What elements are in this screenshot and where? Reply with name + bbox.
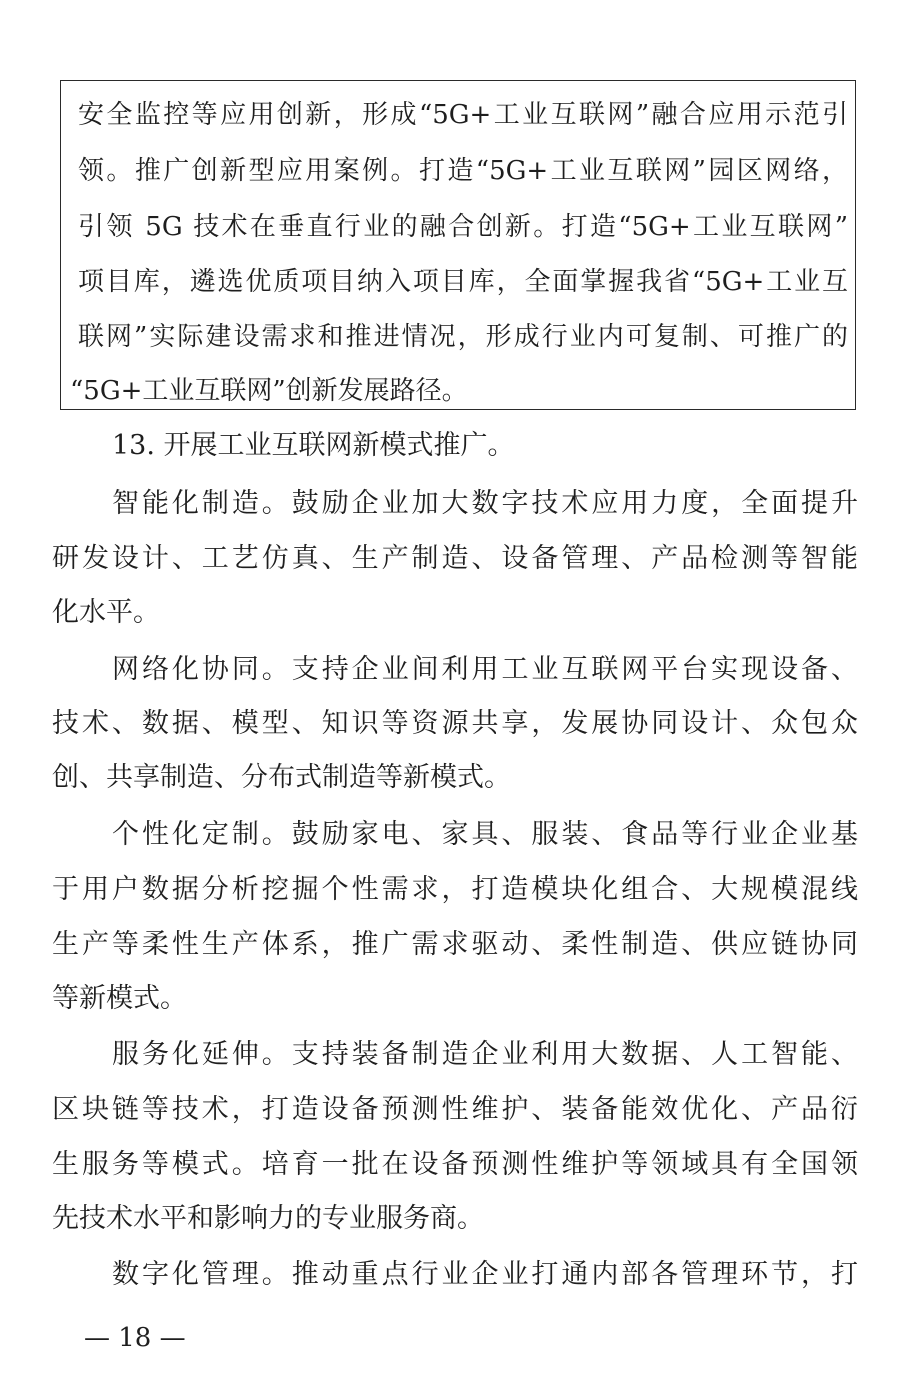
box-text-line: “5G+工业互联网”创新发展路径。 xyxy=(70,376,468,406)
paragraph-line: 服务化延伸。支持装备制造企业利用大数据、人工智能、 xyxy=(112,1039,858,1070)
box-text-line: 项目库，遴选优质项目纳入项目库，全面掌握我省“5G+工业互 xyxy=(78,267,848,297)
paragraph-line: 区块链等技术，打造设备预测性维护、装备能效优化、产品衍 xyxy=(52,1094,858,1125)
paragraph-line: 生服务等模式。培育一批在设备预测性维护等领域具有全国领 xyxy=(52,1149,858,1180)
paragraph-line: 生产等柔性生产体系，推广需求驱动、柔性制造、供应链协同 xyxy=(52,929,858,960)
paragraph-line: 于用户数据分析挖掘个性需求，打造模块化组合、大规模混线 xyxy=(52,874,858,905)
paragraph-line: 研发设计、工艺仿真、生产制造、设备管理、产品检测等智能 xyxy=(52,543,858,574)
paragraph-line: 先技术水平和影响力的专业服务商。 xyxy=(52,1203,484,1234)
box-text-line: 引领 5G 技术在垂直行业的融合创新。打造“5G+工业互联网” xyxy=(78,212,848,242)
paragraph-line: 网络化协同。支持企业间利用工业互联网平台实现设备、 xyxy=(112,654,858,685)
section-heading: 13. 开展工业互联网新模式推广。 xyxy=(112,430,515,461)
paragraph-line: 个性化定制。鼓励家电、家具、服装、食品等行业企业基 xyxy=(112,819,858,850)
paragraph-line: 化水平。 xyxy=(52,597,160,628)
paragraph-line: 数字化管理。推动重点行业企业打通内部各管理环节，打 xyxy=(112,1259,858,1290)
box-text-line: 领。推广创新型应用案例。打造“5G+工业互联网”园区网络， xyxy=(78,156,848,186)
box-text-line: 联网”实际建设需求和推进情况，形成行业内可复制、可推广的 xyxy=(78,322,848,352)
paragraph-line: 智能化制造。鼓励企业加大数字技术应用力度，全面提升 xyxy=(112,488,858,519)
paragraph-line: 等新模式。 xyxy=(52,983,187,1014)
page-number: — 18 — xyxy=(84,1323,186,1353)
box-text-line: 安全监控等应用创新，形成“5G+工业互联网”融合应用示范引 xyxy=(78,100,848,130)
paragraph-line: 创、共享制造、分布式制造等新模式。 xyxy=(52,762,511,793)
paragraph-line: 技术、数据、模型、知识等资源共享，发展协同设计、众包众 xyxy=(52,708,858,739)
